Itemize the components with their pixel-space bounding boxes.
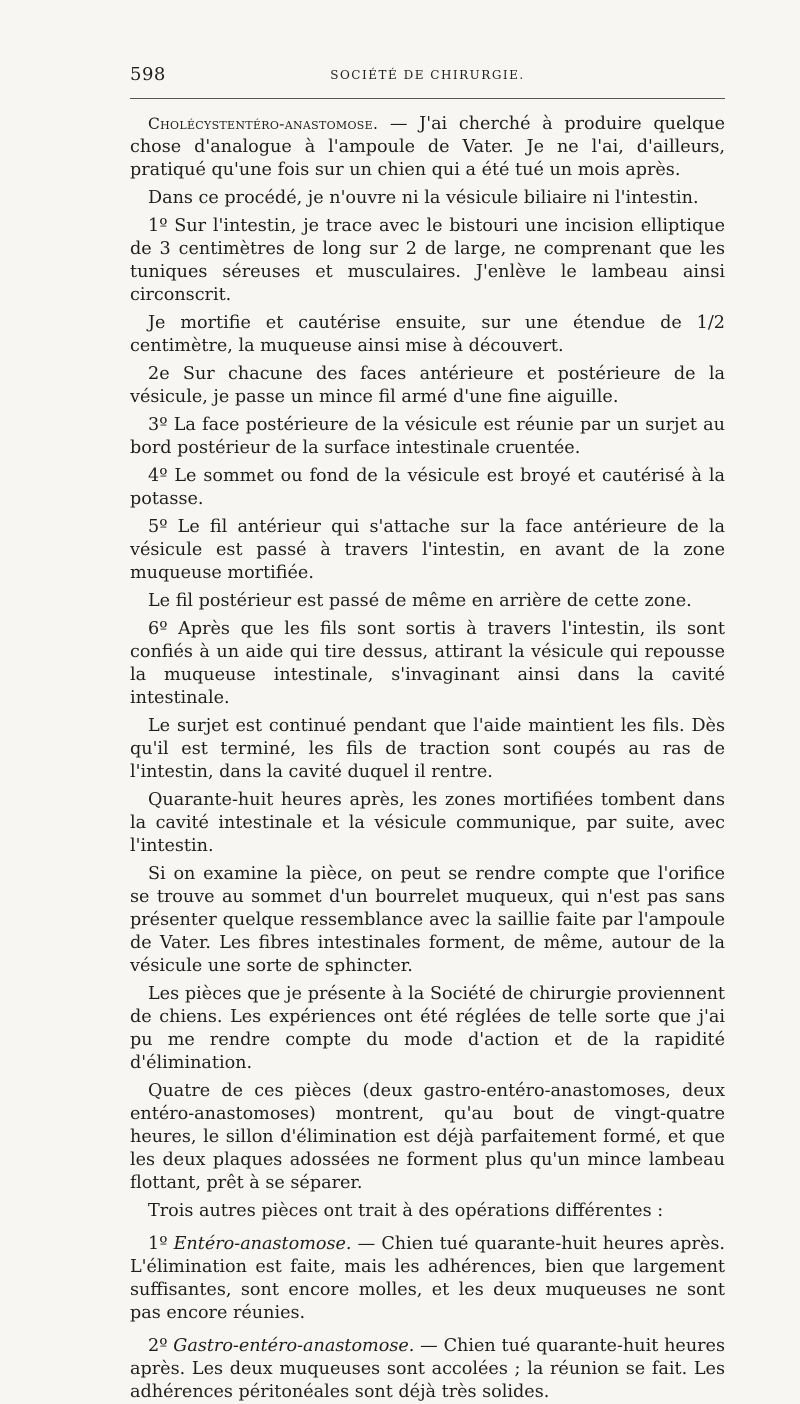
- item-number: 2º: [148, 1336, 174, 1356]
- item-title: Entéro-anastomose.: [173, 1234, 352, 1254]
- paragraph: [130, 113, 725, 182]
- section-lead: Cholécystentéro-anastomose.: [148, 115, 379, 133]
- paragraph-text: — J'ai cherché à produire quelque chose d'analogue à l'ampoule de Vater. Je ne l'ai, d'ailleurs, pratiqué qu'une fois sur un chien qui a été tué un mois après.: [130, 114, 725, 180]
- paragraph: [130, 1335, 725, 1404]
- paragraph: Dans ce procédé, je n'ouvre ni la vésicule biliaire ni l'intestin.: [148, 188, 699, 208]
- paragraph: Les pièces que je présente à la Société de chirurgie proviennent de chiens. Les expériences ont été réglées de telle sorte que j'ai pu me rendre compte du mode d'action et de la rapidité d'élimination.: [130, 984, 725, 1073]
- paragraph-text: — Chien tué quarante-huit heures après. Les deux muqueuses sont accolées ; la réunion se fait. Les adhérences péritonéales sont déjà très solides.: [130, 1336, 725, 1402]
- item-title: Gastro-entéro-anastomose.: [173, 1336, 415, 1356]
- paragraph: [130, 1233, 725, 1325]
- paragraph: Quatre de ces pièces (deux gastro-entéro-anastomoses, deux entéro-anastomoses) montrent, qu'au bout de vingt-quatre heures, le sillon d'élimination est déjà parfaitement formé, et que les deux plaques adossées ne forment plus qu'un mince lambeau flottant, prêt à se séparer.: [130, 1081, 725, 1193]
- running-head: SOCIÉTÉ DE CHIRURGIE.: [330, 68, 525, 82]
- paragraph-text: — Chien tué quarante-huit heures après. L'élimination est faite, mais les adhérences, bien que largement suffisantes, sont encore molles, et les deux muqueuses ne sont pas encore réunies.: [130, 1234, 725, 1323]
- paragraph: Si on examine la pièce, on peut se rendre compte que l'orifice se trouve au sommet d'un bourrelet muqueux, qui n'est pas sans présenter quelque ressemblance avec la saillie faite par l'ampoule de Vater. Les fibres intestinales forment, de même, autour de la vésicule une sorte de sphincter.: [130, 864, 725, 976]
- paragraph: 4º Le sommet ou fond de la vésicule est broyé et cautérisé à la potasse.: [130, 466, 725, 509]
- page-header: [130, 64, 725, 92]
- paragraph: 6º Après que les fils sont sortis à travers l'intestin, ils sont confiés à un aide qui tire dessus, attirant la vésicule qui repousse la muqueuse intestinale, s'invaginant ainsi dans la cavité intestinale.: [130, 619, 725, 708]
- header-rule: [130, 98, 725, 99]
- paragraph: Le fil postérieur est passé de même en arrière de cette zone.: [148, 591, 692, 611]
- paragraph: 1º Sur l'intestin, je trace avec le bistouri une incision elliptique de 3 centimètres de long sur 2 de large, ne comprenant que les tuniques séreuses et musculaires. J'enlève le lambeau ainsi circonscrit.: [130, 216, 725, 305]
- paragraph: 3º La face postérieure de la vésicule est réunie par un surjet au bord postérieur de la surface intestinale cruentée.: [130, 415, 725, 458]
- page-number: 598: [130, 64, 166, 85]
- paragraph: 5º Le fil antérieur qui s'attache sur la face antérieure de la vésicule est passé à travers l'intestin, en avant de la zone muqueuse mortifiée.: [130, 517, 725, 583]
- body-text: [130, 113, 725, 1404]
- item-number: 1º: [148, 1234, 174, 1254]
- paragraph: Je mortifie et cautérise ensuite, sur une étendue de 1/2 centimètre, la muqueuse ainsi mise à découvert.: [130, 313, 725, 356]
- paragraph: Quarante-huit heures après, les zones mortifiées tombent dans la cavité intestinale et la vésicule communique, par suite, avec l'intestin.: [130, 790, 725, 856]
- paragraph: 2e Sur chacune des faces antérieure et postérieure de la vésicule, je passe un mince fil armé d'une fine aiguille.: [130, 364, 725, 407]
- paragraph: Trois autres pièces ont trait à des opérations différentes :: [148, 1201, 664, 1221]
- paragraph: Le surjet est continué pendant que l'aide maintient les fils. Dès qu'il est terminé, les fils de traction sont coupés au ras de l'intestin, dans la cavité duquel il rentre.: [130, 716, 725, 782]
